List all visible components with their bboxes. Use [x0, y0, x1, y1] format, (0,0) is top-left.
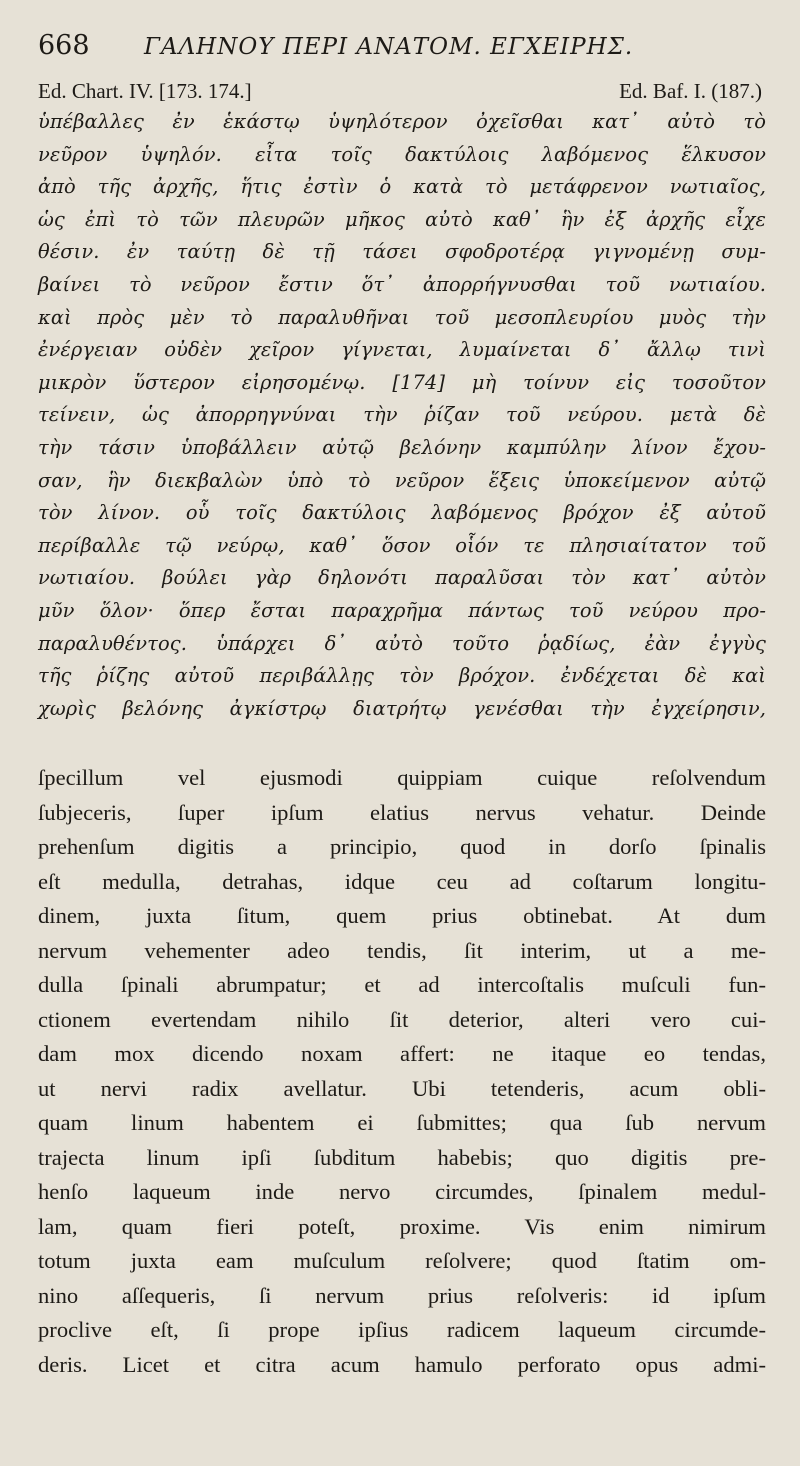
greek-line: ἀπὸ τῆς ἀρχῆς, ἥτις ἐστὶν ὁ κατὰ τὸ μετάφρενον νωτιαῖος, — [38, 175, 766, 199]
greek-line: περίβαλλε τῷ νεύρῳ, καθ᾽ ὅσον οἷόν τε πλησιαίτατον τοῦ — [38, 533, 766, 557]
greek-line: νωτιαίου. βούλει γὰρ δηλονότι παραλῦσαι τὸν κατ᾽ αὐτὸν — [38, 566, 766, 590]
latin-line: totum juxta eam muſculum reſolvere; quod ſtatim om- — [38, 1248, 766, 1274]
latin-line: trajecta linum ipſi ſubditum habebis; quo digitis pre- — [38, 1144, 766, 1170]
greek-line: τὴν τάσιν ὑποβάλλειν αὐτῷ βελόνην καμπύλην λίνον ἔχου- — [38, 435, 766, 459]
latin-line: henſo laqueum inde nervo circumdes, ſpinalem medul- — [38, 1179, 766, 1205]
greek-line: ὡς ἐπὶ τὸ τῶν πλευρῶν μῆκος αὐτὸ καθ᾽ ἣν ἐξ ἀρχῆς εἶχε — [38, 207, 766, 231]
greek-line: ὑπέβαλλες ἐν ἑκάστῳ ὑψηλότερον ὀχεῖσθαι κατ᾽ αὐτὸ τὸ — [38, 110, 766, 133]
page-header — [38, 30, 766, 76]
greek-line: χωρὶς βελόνης ἀγκίστρῳ διατρήτῳ γενέσθαι τὴν ἐγχείρησιν, — [38, 696, 766, 720]
latin-line: ctionem evertendam nihilo ſit deterior, alteri vero cui- — [38, 1006, 766, 1032]
greek-line: τὸν λίνον. οὗ τοῖς δακτύλοις λαβόμενος βρόχον ἐξ αὐτοῦ — [38, 501, 766, 525]
latin-line: quam linum habentem ei ſubmittes; qua ſub nervum — [38, 1110, 766, 1136]
latin-line: eſt medulla, detrahas, idque ceu ad coſtarum longitu- — [38, 868, 766, 894]
edition-chart-reference: Ed. Chart. IV. [173. 174.] — [38, 79, 252, 103]
running-title: ΓΑΛΗΝΟΥ ΠΕΡΙ ΑΝΑΤΟΜ. ΕΓΧΕΙΡΗΣ. — [144, 34, 634, 60]
latin-line: proclive eſt, ſi prope ipſius radicem laqueum circumde- — [38, 1317, 766, 1343]
latin-text-block — [38, 761, 766, 1382]
latin-line: lam, quam fieri poteſt, proxime. Vis enim nimirum — [38, 1213, 766, 1239]
greek-line: καὶ πρὸς μὲν τὸ παραλυθῆναι τοῦ μεσοπλευρίου μυὸς τὴν — [38, 305, 766, 329]
greek-line: παραλυθέντος. ὑπάρχει δ᾽ αὐτὸ τοῦτο ῥᾳδίως, ἐὰν ἐγγὺς — [38, 631, 766, 655]
greek-line: σαν, ἣν διεκβαλὼν ὑπὸ τὸ νεῦρον ἕξεις ὑποκείμενον αὐτῷ — [38, 468, 766, 492]
edition-basel-reference: Ed. Baf. I. (187.) — [619, 79, 762, 103]
latin-line: nino aſſequeris, ſi nervum prius reſolveris: id ipſum — [38, 1282, 766, 1308]
latin-line: ſpecillum vel ejusmodi quippiam cuique reſolvendum — [38, 765, 766, 791]
greek-line: τῆς ῥίζης αὐτοῦ περιβάλλῃς τὸν βρόχον. ἐνδέχεται δὲ καὶ — [38, 664, 766, 688]
page-number: 668 — [38, 30, 90, 61]
greek-line: βαίνει τὸ νεῦρον ἔστιν ὅτ᾽ ἀπορρήγνυσθαι τοῦ νωτιαίου. — [38, 272, 766, 296]
greek-text-block — [38, 106, 766, 725]
latin-line: nervum vehementer adeo tendis, ſit interim, ut a me- — [38, 937, 766, 963]
greek-line: νεῦρον ὑψηλόν. εἶτα τοῖς δακτύλοις λαβόμενος ἕλκυσον — [38, 142, 766, 166]
greek-line: ἐνέργειαν οὐδὲν χεῖρον γίγνεται, λυμαίνεται δ᾽ ἄλλῳ τινὶ — [38, 338, 766, 362]
latin-line: deris. Licet et citra acum hamulo perforato opus admi- — [38, 1351, 766, 1377]
latin-line: dinem, juxta ſitum, quem prius obtinebat. At dum — [38, 903, 766, 929]
edition-references — [38, 76, 766, 106]
greek-line: μικρὸν ὕστερον εἰρησομένῳ. [174] μὴ τοίνυν εἰς τοσοῦτον — [38, 370, 766, 394]
latin-line: ſubjeceris, ſuper ipſum elatius nervus vehatur. Deinde — [38, 799, 766, 825]
latin-line: dulla ſpinali abrumpatur; et ad intercoſtalis muſculi fun- — [38, 972, 766, 998]
latin-line: dam mox dicendo noxam affert: ne itaque eo tendas, — [38, 1041, 766, 1067]
latin-line: prehenſum digitis a principio, quod in dorſo ſpinalis — [38, 834, 766, 860]
greek-line: μῦν ὅλον· ὅπερ ἔσται παραχρῆμα πάντως τοῦ νεύρου προ- — [38, 598, 766, 622]
greek-line: τείνειν, ὡς ἀπορρηγνύναι τὴν ῥίζαν τοῦ νεύρου. μετὰ δὲ — [38, 403, 766, 427]
greek-line: θέσιν. ἐν ταύτῃ δὲ τῇ τάσει σφοδροτέρᾳ γιγνομένῃ συμ- — [38, 240, 766, 264]
latin-line: ut nervi radix avellatur. Ubi tetenderis, acum obli- — [38, 1075, 766, 1101]
